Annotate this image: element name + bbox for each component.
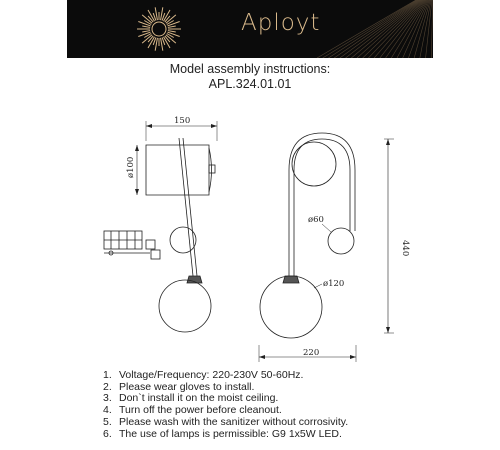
- page-title: Model assembly instructions:: [169, 62, 331, 76]
- dim-large-globe: ø120: [323, 279, 345, 289]
- brand-name: Aployt: [241, 10, 321, 36]
- list-item: 2. Please wear gloves to install.: [103, 380, 255, 393]
- dim-total-height: 440: [400, 240, 410, 257]
- dim-small-globe: ø60: [308, 215, 324, 225]
- side-view: [104, 121, 217, 332]
- list-item: 6. The use of lamps is permissible: G9 1x5W LED.: [103, 427, 342, 440]
- list-item: 1. Voltage/Frequency: 220-230V 50-60Hz.: [103, 369, 304, 381]
- dim-side-width: 150: [174, 116, 191, 126]
- list-item: 3. Don`t install it on the moist ceiling.: [103, 392, 279, 405]
- model-code: APL.324.01.01: [208, 77, 292, 91]
- list-item: 5. Please wash with the sanitizer without corrosivity.: [103, 415, 349, 428]
- dim-canopy-diameter: ø100: [126, 156, 136, 178]
- spec-list: [103, 370, 348, 440]
- dim-total-width: 220: [303, 348, 320, 358]
- front-view: [259, 133, 394, 362]
- list-item: 4. Turn off the power before cleanout.: [103, 404, 282, 417]
